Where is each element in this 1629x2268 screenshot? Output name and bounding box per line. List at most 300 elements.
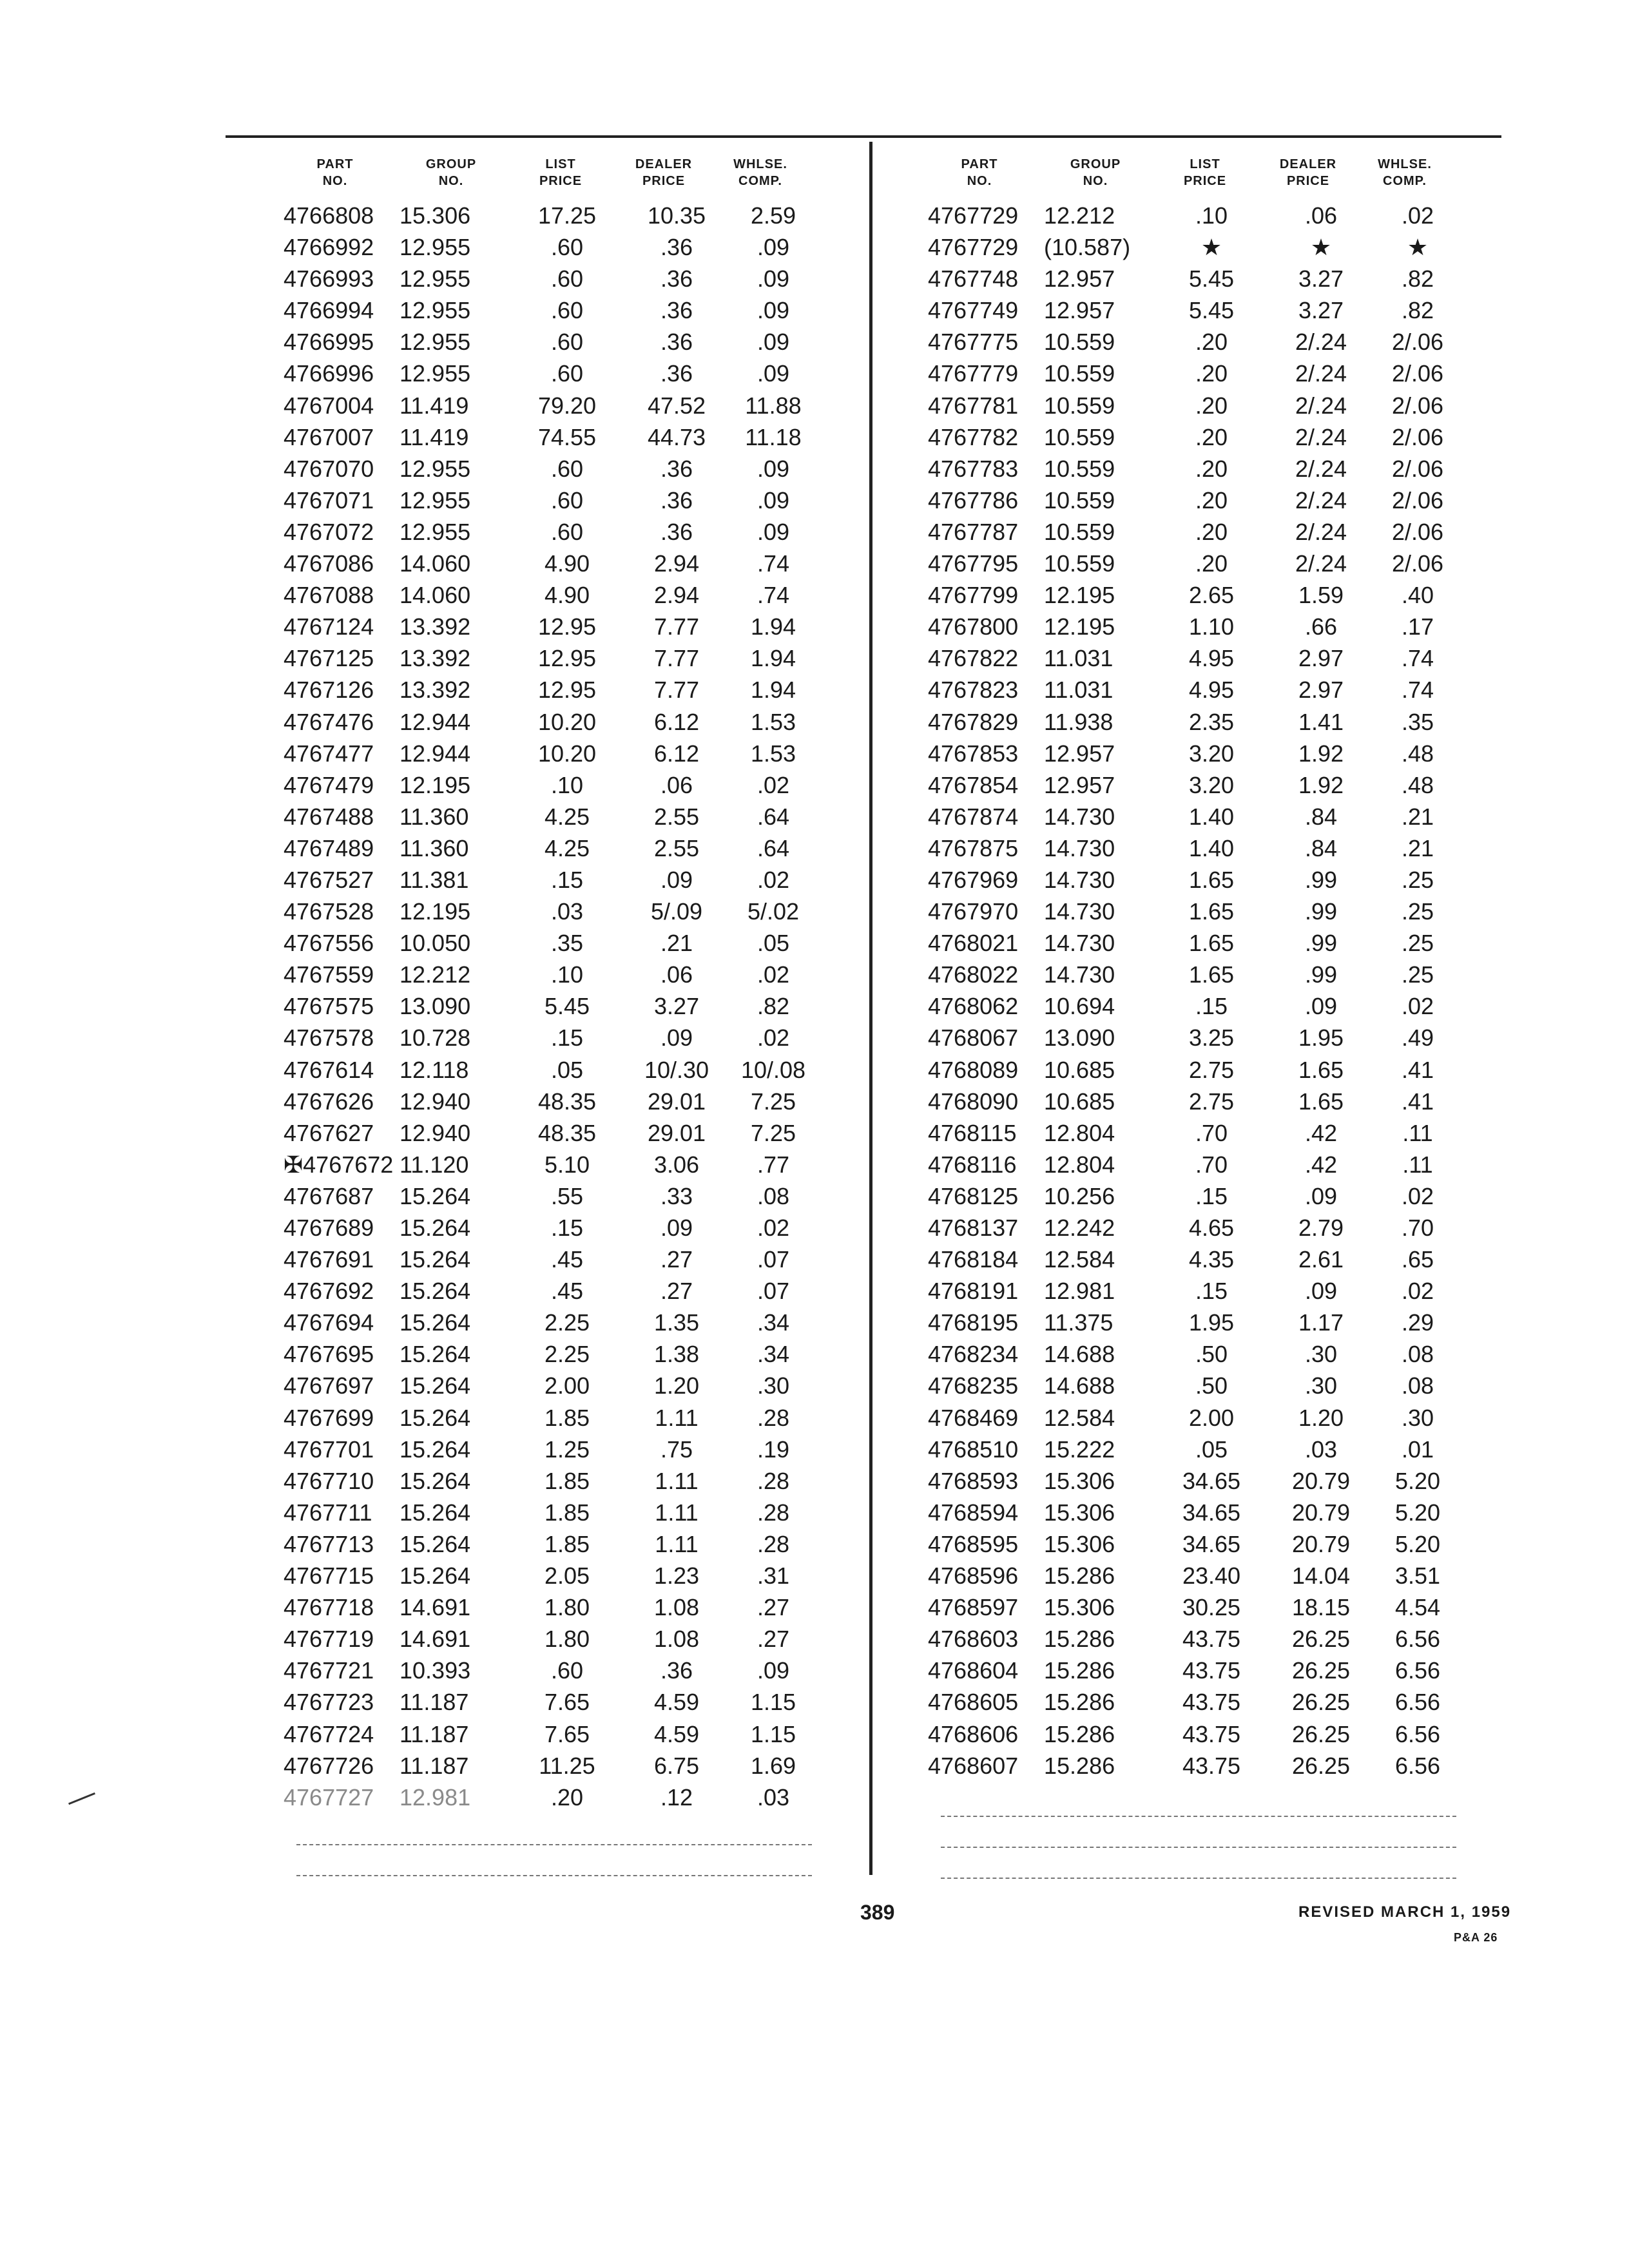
list-price: .70 <box>1195 1151 1228 1178</box>
column-divider <box>869 142 872 1875</box>
group-number: 15.306 <box>1044 1594 1115 1621</box>
dealer-price: 1.20 <box>1298 1404 1344 1431</box>
group-number: 15.264 <box>400 1278 471 1305</box>
part-number: 4767689 <box>284 1215 374 1241</box>
wholesale-comp: 1.15 <box>750 1720 796 1747</box>
part-number: 4767711 <box>284 1499 372 1526</box>
wholesale-comp: .07 <box>757 1246 790 1273</box>
list-price: .70 <box>1195 1119 1228 1146</box>
dealer-price: .12 <box>660 1783 693 1811</box>
group-number: 10.685 <box>1044 1088 1115 1115</box>
section-code: P&A 26 <box>1454 1931 1498 1944</box>
table-row <box>284 864 838 896</box>
group-number: 12.955 <box>400 329 471 356</box>
list-price: .60 <box>550 455 584 482</box>
wholesale-comp: .28 <box>757 1530 790 1557</box>
wholesale-comp: 10/.08 <box>740 1056 806 1083</box>
wholesale-comp: .17 <box>1401 613 1434 640</box>
part-number: 4767072 <box>284 518 374 545</box>
wholesale-comp: .34 <box>757 1341 790 1368</box>
group-number: 12.944 <box>400 740 471 767</box>
dealer-price: .36 <box>660 329 693 356</box>
list-price: 4.95 <box>1188 645 1235 672</box>
dealer-price: 2.61 <box>1298 1246 1344 1273</box>
table-row <box>928 294 1482 326</box>
table-row <box>928 1117 1482 1149</box>
wholesale-comp: .27 <box>757 1594 790 1621</box>
dealer-price: 3.27 <box>653 993 700 1020</box>
table-row <box>284 1022 838 1053</box>
wholesale-comp: 2/.06 <box>1391 518 1444 545</box>
table-row <box>284 801 838 832</box>
group-number: 12.957 <box>1044 265 1115 293</box>
group-number: 15.264 <box>400 1215 471 1241</box>
table-row <box>928 485 1482 516</box>
group-number: 12.955 <box>400 234 471 261</box>
wholesale-comp: 2.59 <box>750 202 796 229</box>
group-number: 14.060 <box>400 582 471 609</box>
wholesale-comp: 2/.06 <box>1391 360 1444 387</box>
table-row <box>928 1623 1482 1655</box>
group-number: 12.940 <box>400 1119 471 1146</box>
wholesale-comp: 6.56 <box>1394 1626 1441 1653</box>
group-number: 11.187 <box>400 1720 469 1747</box>
table-row <box>284 1180 838 1212</box>
dealer-price: 10.35 <box>647 202 706 229</box>
group-number: 10.559 <box>1044 455 1115 482</box>
part-number: 4767786 <box>928 486 1019 514</box>
wholesale-comp: .28 <box>757 1467 790 1494</box>
dealer-price: .27 <box>660 1246 693 1273</box>
wholesale-comp: ★ <box>1407 234 1429 261</box>
part-number: 4767854 <box>928 771 1019 798</box>
part-number: 4767775 <box>928 329 1019 356</box>
part-number: 4767088 <box>284 582 374 609</box>
list-price: 1.10 <box>1188 613 1235 640</box>
list-price: .05 <box>550 1056 584 1083</box>
dealer-price: .84 <box>1304 803 1338 830</box>
dealer-price: 1.38 <box>653 1341 700 1368</box>
group-no-header: GROUP NO. <box>1070 157 1121 188</box>
table-row <box>284 927 838 959</box>
part-number: 4767710 <box>284 1467 374 1494</box>
wholesale-comp: .41 <box>1401 1056 1434 1083</box>
list-price: 2.25 <box>544 1309 590 1336</box>
wholesale-comp: .25 <box>1401 961 1434 988</box>
list-price: 74.55 <box>537 423 597 450</box>
part-number: 4767781 <box>928 392 1019 419</box>
wholesale-comp: .09 <box>757 518 790 545</box>
list-price: .60 <box>550 1657 584 1684</box>
table-row <box>928 1750 1482 1782</box>
list-price: 1.65 <box>1188 866 1235 893</box>
dealer-price: 5/.09 <box>650 898 703 925</box>
wholesale-comp: .82 <box>1401 265 1434 293</box>
part-number: 4768469 <box>928 1404 1019 1431</box>
table-row <box>928 1434 1482 1465</box>
list-price: 1.25 <box>544 1436 590 1463</box>
group-number: 11.419 <box>400 392 469 419</box>
dealer-price: 2.97 <box>1298 677 1344 704</box>
list-price: 48.35 <box>537 1088 597 1115</box>
part-number: 4767782 <box>928 423 1019 450</box>
margin-mark <box>68 1792 95 1805</box>
dealer-price: .75 <box>660 1436 693 1463</box>
wholesale-comp: 2/.06 <box>1391 550 1444 577</box>
dealer-price: 3.06 <box>653 1151 700 1178</box>
part-number: 4768596 <box>928 1562 1019 1590</box>
dealer-price: 29.01 <box>647 1088 706 1115</box>
table-row <box>284 1338 838 1370</box>
list-price: .50 <box>1195 1341 1228 1368</box>
list-price: .10 <box>550 961 584 988</box>
group-number: 15.286 <box>1044 1720 1115 1747</box>
wholesale-comp: .25 <box>1401 930 1434 957</box>
table-row <box>928 1528 1482 1560</box>
list-price: 4.90 <box>544 582 590 609</box>
group-number: 12.584 <box>1044 1404 1115 1431</box>
wholesale-comp: .21 <box>1401 803 1434 830</box>
group-number: 12.195 <box>1044 582 1115 609</box>
part-number: 4767070 <box>284 455 374 482</box>
table-row <box>928 990 1482 1022</box>
dealer-price: 14.04 <box>1291 1562 1351 1590</box>
dealer-price: 26.25 <box>1291 1689 1351 1716</box>
table-row <box>284 326 838 358</box>
list-price: .20 <box>1195 423 1228 450</box>
part-number: 4767799 <box>928 582 1019 609</box>
table-row <box>928 263 1482 294</box>
table-row <box>284 1086 838 1117</box>
list-price: .15 <box>1195 993 1228 1020</box>
part-number: 4768606 <box>928 1720 1019 1747</box>
part-number: 4768234 <box>928 1341 1019 1368</box>
dealer-price: 3.27 <box>1298 297 1344 324</box>
dealer-price: 1.08 <box>653 1626 700 1653</box>
wholesale-comp: 6.56 <box>1394 1689 1441 1716</box>
list-price: .20 <box>1195 360 1228 387</box>
wholesale-comp: .09 <box>757 486 790 514</box>
part-number: 4767829 <box>928 708 1019 735</box>
part-number: 4768597 <box>928 1594 1019 1621</box>
group-number: 12.955 <box>400 455 471 482</box>
dealer-price: 2.94 <box>653 582 700 609</box>
table-row <box>284 1528 838 1560</box>
dealer-price: 2/.24 <box>1295 392 1347 419</box>
wholesale-comp: .74 <box>1401 677 1434 704</box>
group-number: 12.195 <box>1044 613 1115 640</box>
list-price: .20 <box>1195 486 1228 514</box>
group-number: 11.120 <box>400 1151 469 1178</box>
part-number: 4768593 <box>928 1467 1019 1494</box>
wholesale-comp: .03 <box>757 1783 790 1811</box>
part-number: 4767779 <box>928 360 1019 387</box>
table-row <box>928 864 1482 896</box>
group-number: 14.688 <box>1044 1372 1115 1399</box>
dealer-price: .06 <box>1304 202 1338 229</box>
list-price: .60 <box>550 234 584 261</box>
dealer-price: .09 <box>660 866 693 893</box>
table-row <box>284 1655 838 1686</box>
list-price: 10.20 <box>537 740 597 767</box>
table-row <box>284 1623 838 1655</box>
dealer-price: .36 <box>660 1657 693 1684</box>
dealer-price: .30 <box>1304 1341 1338 1368</box>
dealer-price: 1.23 <box>653 1562 700 1590</box>
dealer-price: .99 <box>1304 866 1338 893</box>
table-row <box>928 1054 1482 1086</box>
list-price: ★ <box>1200 234 1222 261</box>
table-row <box>928 548 1482 579</box>
list-price: 2.25 <box>544 1341 590 1368</box>
list-price: 2.00 <box>544 1372 590 1399</box>
table-row <box>284 1307 838 1338</box>
list-price-header: LIST PRICE <box>539 157 583 188</box>
dealer-price: 44.73 <box>647 423 706 450</box>
part-number: 4767528 <box>284 898 374 925</box>
part-number: 4767795 <box>928 550 1019 577</box>
list-price: .03 <box>550 898 584 925</box>
wholesale-comp: 2/.06 <box>1391 486 1444 514</box>
group-number: 12.955 <box>400 518 471 545</box>
wholesale-comp: 2/.06 <box>1391 329 1444 356</box>
wholesale-comp: .82 <box>1401 297 1434 324</box>
whlse-comp-header: WHLSE. COMP. <box>733 157 787 188</box>
table-row <box>928 579 1482 611</box>
table-row <box>928 1718 1482 1750</box>
list-price: .20 <box>1195 392 1228 419</box>
group-number: 12.940 <box>400 1088 471 1115</box>
dealer-price: 6.12 <box>653 740 700 767</box>
group-number: 12.955 <box>400 360 471 387</box>
dealer-price: 20.79 <box>1291 1530 1351 1557</box>
table-row <box>284 485 838 516</box>
wholesale-comp: .31 <box>757 1562 790 1590</box>
dealer-price: 26.25 <box>1291 1720 1351 1747</box>
group-number: 15.286 <box>1044 1657 1115 1684</box>
table-row <box>284 1465 838 1497</box>
dealer-price: 2.94 <box>653 550 700 577</box>
list-price: 12.95 <box>537 613 597 640</box>
wholesale-comp: .08 <box>757 1182 790 1209</box>
group-number: 15.306 <box>1044 1467 1115 1494</box>
right-table-rows <box>928 200 1482 1782</box>
blank-entry-line <box>941 1847 1456 1848</box>
group-number: 15.222 <box>1044 1436 1115 1463</box>
dealer-price: 1.41 <box>1298 708 1344 735</box>
group-number: 15.264 <box>400 1182 471 1209</box>
dealer-price: .36 <box>660 265 693 293</box>
list-price: .05 <box>1195 1436 1228 1463</box>
list-price: 1.85 <box>544 1530 590 1557</box>
group-number: 14.730 <box>1044 834 1115 861</box>
group-number: 12.118 <box>400 1056 469 1083</box>
dealer-price: 3.27 <box>1298 265 1344 293</box>
list-price: 3.25 <box>1188 1024 1235 1052</box>
list-price: 1.65 <box>1188 898 1235 925</box>
dealer-price: .99 <box>1304 898 1338 925</box>
dealer-price: 26.25 <box>1291 1752 1351 1779</box>
group-number: 15.264 <box>400 1246 471 1273</box>
list-price: 1.40 <box>1188 834 1235 861</box>
group-number: 14.691 <box>400 1594 471 1621</box>
group-number: 14.688 <box>1044 1341 1115 1368</box>
wholesale-comp: .30 <box>757 1372 790 1399</box>
group-number: 11.360 <box>400 834 469 861</box>
dealer-price-header: DEALER PRICE <box>1279 157 1337 188</box>
wholesale-comp: .74 <box>1401 645 1434 672</box>
group-number: 15.264 <box>400 1562 471 1590</box>
wholesale-comp: .09 <box>757 265 790 293</box>
blank-entry-line <box>296 1844 812 1845</box>
part-number: 4767727 <box>284 1783 374 1811</box>
dealer-price: .99 <box>1304 930 1338 957</box>
part-number: 4767719 <box>284 1626 374 1653</box>
wholesale-comp: .30 <box>1401 1404 1434 1431</box>
dealer-price: 2.55 <box>653 803 700 830</box>
wholesale-comp: 7.25 <box>750 1119 796 1146</box>
wholesale-comp: .40 <box>1401 582 1434 609</box>
part-number: 4767729 <box>928 234 1019 261</box>
dealer-price: .36 <box>660 455 693 482</box>
wholesale-comp: .49 <box>1401 1024 1434 1052</box>
list-price: 5.10 <box>544 1151 590 1178</box>
wholesale-comp: .09 <box>757 329 790 356</box>
wholesale-comp: .02 <box>757 866 790 893</box>
dealer-price: .21 <box>660 930 693 957</box>
part-number: 4766996 <box>284 360 374 387</box>
wholesale-comp: .02 <box>757 771 790 798</box>
table-row <box>928 421 1482 453</box>
table-row <box>284 516 838 548</box>
list-price: 1.85 <box>544 1404 590 1431</box>
group-number: 11.187 <box>400 1689 469 1716</box>
wholesale-comp: .77 <box>757 1151 790 1178</box>
list-price: .60 <box>550 297 584 324</box>
wholesale-comp: .65 <box>1401 1246 1434 1273</box>
group-number: 15.286 <box>1044 1626 1115 1653</box>
list-price: 12.95 <box>537 645 597 672</box>
table-row <box>284 959 838 990</box>
dealer-price: 4.59 <box>653 1720 700 1747</box>
group-number: 13.392 <box>400 677 471 704</box>
group-number: 10.728 <box>400 1024 471 1052</box>
table-row <box>284 1117 838 1149</box>
dealer-price: 7.77 <box>653 613 700 640</box>
wholesale-comp: 1.94 <box>750 613 796 640</box>
table-row <box>284 706 838 738</box>
table-row <box>284 1054 838 1086</box>
dealer-price: 1.65 <box>1298 1088 1344 1115</box>
dealer-price: .03 <box>1304 1436 1338 1463</box>
group-number: 15.286 <box>1044 1689 1115 1716</box>
dealer-price: .36 <box>660 360 693 387</box>
group-number: 13.392 <box>400 613 471 640</box>
dealer-price: 2/.24 <box>1295 455 1347 482</box>
table-row <box>928 1591 1482 1623</box>
list-price: .20 <box>1195 329 1228 356</box>
part-number: 4767559 <box>284 961 374 988</box>
table-row <box>284 200 838 231</box>
table-row <box>284 674 838 706</box>
dealer-price: 1.11 <box>655 1404 699 1431</box>
list-price: 10.20 <box>537 708 597 735</box>
wholesale-comp: .28 <box>757 1499 790 1526</box>
part-number: 4767723 <box>284 1689 374 1716</box>
table-row <box>928 1497 1482 1528</box>
group-number: 12.944 <box>400 708 471 735</box>
wholesale-comp: 6.56 <box>1394 1720 1441 1747</box>
wholesale-comp: 5.20 <box>1394 1499 1441 1526</box>
table-row <box>928 832 1482 864</box>
part-number: 4768062 <box>928 993 1019 1020</box>
list-price: .20 <box>1195 550 1228 577</box>
part-number: 4768115 <box>928 1119 1017 1146</box>
list-price: .15 <box>550 866 584 893</box>
group-number: 12.955 <box>400 297 471 324</box>
group-number: 12.957 <box>1044 297 1115 324</box>
part-number: 4767749 <box>928 297 1019 324</box>
part-number: 4768022 <box>928 961 1019 988</box>
dealer-price: 6.12 <box>653 708 700 735</box>
wholesale-comp: 1.53 <box>750 740 796 767</box>
list-price: 2.75 <box>1188 1088 1235 1115</box>
dealer-price: .36 <box>660 297 693 324</box>
dealer-price: .09 <box>660 1024 693 1052</box>
wholesale-comp: 3.51 <box>1394 1562 1441 1590</box>
table-row <box>284 1244 838 1275</box>
table-row <box>928 1655 1482 1686</box>
group-number: 14.730 <box>1044 866 1115 893</box>
table-row <box>928 1307 1482 1338</box>
part-number: 4768510 <box>928 1436 1019 1463</box>
list-price: 1.80 <box>544 1626 590 1653</box>
table-row <box>284 1750 838 1782</box>
blank-entry-line <box>941 1816 1456 1817</box>
wholesale-comp: 7.25 <box>750 1088 796 1115</box>
dealer-price: .99 <box>1304 961 1338 988</box>
wholesale-comp: 2/.06 <box>1391 423 1444 450</box>
group-number: 15.286 <box>1044 1752 1115 1779</box>
wholesale-comp: 5/.02 <box>747 898 800 925</box>
group-number: 11.360 <box>400 803 469 830</box>
table-row <box>284 832 838 864</box>
part-number: ✠4767672 <box>284 1151 394 1178</box>
wholesale-comp: .02 <box>1401 1182 1434 1209</box>
part-number: 4767787 <box>928 518 1019 545</box>
wholesale-comp: .35 <box>1401 708 1434 735</box>
part-number: 4767729 <box>928 202 1019 229</box>
group-number: 10.559 <box>1044 360 1115 387</box>
dealer-price: .09 <box>1304 1278 1338 1305</box>
dealer-price: 2/.24 <box>1295 329 1347 356</box>
group-number: 11.419 <box>400 423 469 450</box>
part-number: 4768184 <box>928 1246 1019 1273</box>
list-price: .60 <box>550 329 584 356</box>
table-row <box>928 1686 1482 1718</box>
group-number: 10.393 <box>400 1657 471 1684</box>
group-number: 10.050 <box>400 930 471 957</box>
dealer-price: 1.35 <box>653 1309 700 1336</box>
part-number: 4767969 <box>928 866 1019 893</box>
table-row <box>284 1149 838 1180</box>
part-number: 4767627 <box>284 1119 374 1146</box>
part-number: 4767695 <box>284 1341 374 1368</box>
list-price: 43.75 <box>1182 1657 1241 1684</box>
wholesale-comp: .02 <box>1401 1278 1434 1305</box>
part-no-header: PART NO. <box>961 157 998 188</box>
list-price: .60 <box>550 265 584 293</box>
